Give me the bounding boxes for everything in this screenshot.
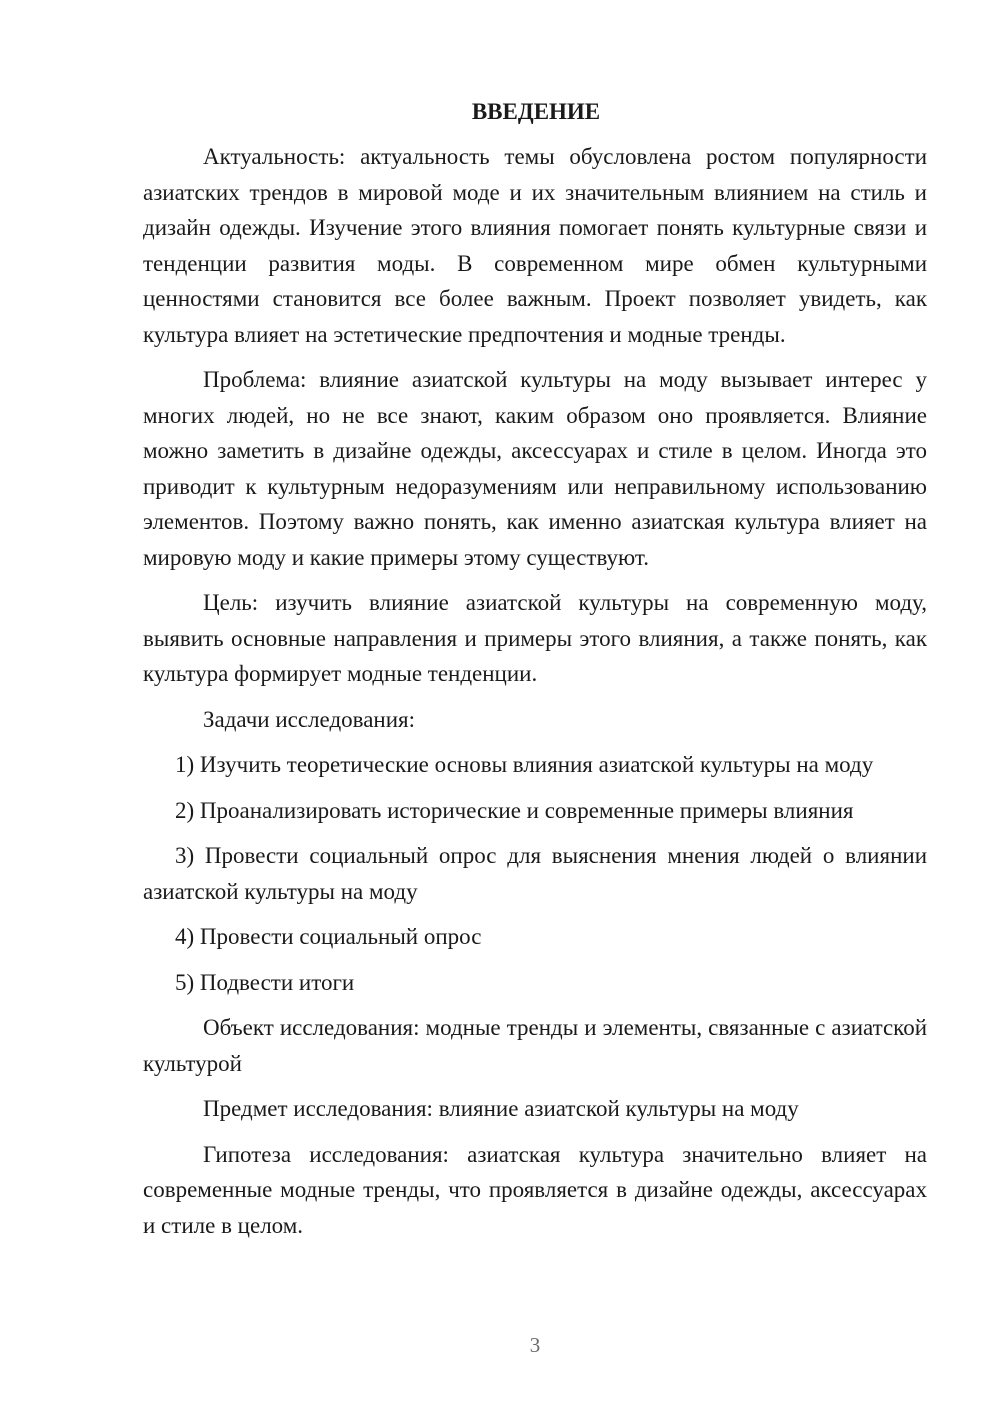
problem-paragraph: Проблема: влияние азиатской культуры на моду вызывает интерес у многих людей, но не все знают, каким образом оно проявляется. Влияние можно заметить в дизайне одежды, аксессуарах и стиле в целом. Иногда это приводит к культурным недоразумениям или неправильному использованию элементов. Поэтому важно понять, как именно азиатская культура влияет на мировую моду и какие примеры этому существуют. bbox=[143, 367, 927, 570]
relevance-paragraph: Актуальность: актуальность темы обусловлена ростом популярности азиатских трендов в мировой моде и их значительным влиянием на стиль и дизайн одежды. Изучение этого влияния помогает понять культурные связи и тенденции развития моды. В современном мире обмен культурными ценностями становится все более важным. Проект позволяет увидеть, как культура влияет на эстетические предпочтения и модные тренды. bbox=[143, 144, 927, 347]
page-body bbox=[143, 94, 927, 1253]
page-title: ВВЕДЕНИЕ bbox=[471, 99, 601, 124]
task-item-4: 4) Провести социальный опрос bbox=[175, 924, 482, 949]
goal-paragraph: Цель: изучить влияние азиатской культуры на современную моду, выявить основные направления и примеры этого влияния, а также понять, как культура формирует модные тенденции. bbox=[143, 590, 927, 686]
page-number: 3 bbox=[529, 1333, 541, 1357]
object-paragraph: Объект исследования: модные тренды и элементы, связанные с азиатской культурой bbox=[143, 1015, 927, 1076]
subject-paragraph: Предмет исследования: влияние азиатской культуры на моду bbox=[203, 1096, 799, 1121]
task-item-2: 2) Проанализировать исторические и современные примеры влияния bbox=[175, 797, 854, 823]
hypothesis-paragraph: Гипотеза исследования: азиатская культура значительно влияет на современные модные тренды, что проявляется в дизайне одежды, аксессуарах и стиле в целом. bbox=[143, 1141, 927, 1238]
task-item-5: 5) Подвести итоги bbox=[175, 969, 355, 995]
task-item-1: 1) Изучить теоретические основы влияния азиатской культуры на моду bbox=[175, 752, 874, 777]
tasks-heading: Задачи исследования: bbox=[203, 706, 416, 732]
task-item-3: 3) Провести социальный опрос для выяснения мнения людей о влиянии азиатской культуры на моду bbox=[143, 843, 927, 904]
